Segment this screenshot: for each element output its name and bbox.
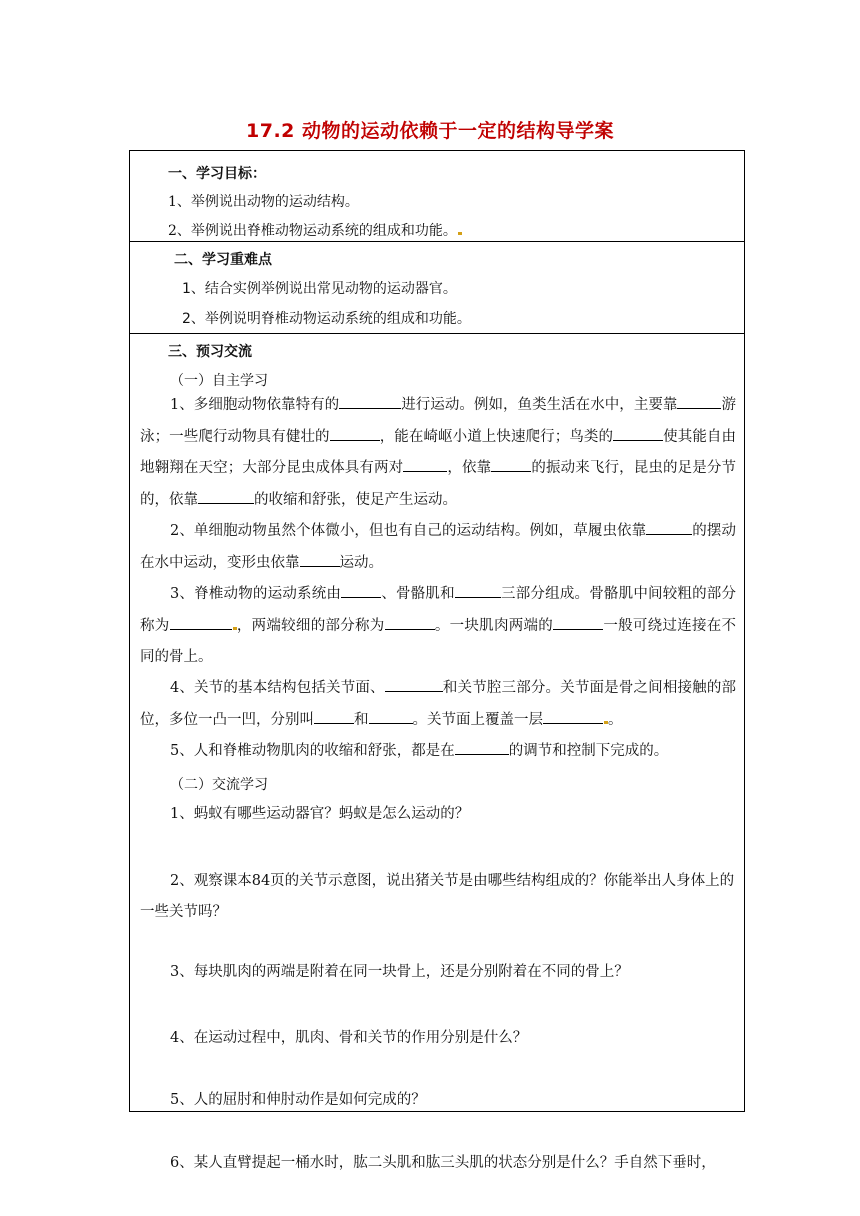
answer-blank[interactable]	[170, 615, 232, 630]
discussion-question: 2、观察课本84页的关节示意图，说出猪关节是由哪些结构组成的？你能举出人身体上的一些关节吗？	[140, 873, 735, 920]
answer-blank[interactable]	[385, 615, 435, 630]
fill-in-paragraph-1: 1、多细胞动物依靠特有的 进行运动。例如，鱼类生活在水中，主要靠 游泳；一些爬行动物具有健壮的 ，能在崎岖小道上快速爬行；鸟类的 使其能自由地翱翔在天空；大部分昆虫成体具有两对 ，依靠 的振动来飞行，昆虫的足是分节的，依靠 的收缩和舒张，使足产生运动。	[140, 390, 736, 516]
worksheet-table	[129, 150, 745, 1171]
key-points-section	[130, 241, 744, 334]
fill-in-paragraph-5: 5、人和脊椎动物肌肉的收缩和舒张，都是在 的调节和控制下完成的。	[140, 736, 736, 768]
goal-item: 2、举例说出脊椎动物运动系统的组成和功能。	[168, 220, 462, 240]
answer-blank[interactable]	[330, 426, 380, 441]
fill-in-paragraph-3: 3、脊椎动物的运动系统由 、骨骼肌和 三部分组成。骨骼肌中间较粗的部分称为 ，两端较细的部分称为 。一块肌肉两端的 一般可绕过连接在不同的骨上。	[140, 579, 736, 674]
answer-blank[interactable]	[198, 489, 254, 504]
answer-blank[interactable]	[339, 394, 401, 409]
page-title: 17.2 动物的运动依赖于一定的结构导学案	[246, 120, 614, 142]
key-point-item: 1、结合实例举例说出常见动物的运动器官。	[182, 281, 457, 297]
answer-blank[interactable]	[646, 520, 692, 535]
key-point-item: 2、举例说明脊椎动物运动系统的组成和功能。	[182, 311, 471, 327]
answer-blank[interactable]	[300, 552, 340, 567]
answer-blank[interactable]	[613, 426, 663, 441]
discussion-question: 3、每块肌肉的两端是附着在同一块骨上，还是分别附着在不同的骨上？	[170, 964, 629, 980]
goal-item: 1、举例说出动物的运动结构。	[168, 194, 359, 210]
discussion-question: 1、蚂蚁有哪些运动器官？蚂蚁是怎么运动的？	[170, 806, 470, 822]
mark-dot-icon	[458, 232, 462, 235]
discussion-question: 4、在运动过程中，肌肉、骨和关节的作用分别是什么？	[170, 1030, 528, 1046]
discussion-subheading: （二）交流学习	[170, 777, 268, 793]
answer-blank[interactable]	[491, 457, 531, 472]
fill-in-paragraph-2: 2、单细胞动物虽然个体微小，但也有自己的运动结构。例如，草履虫依靠 的摆动在水中运动，变形虫依靠 运动。	[140, 516, 736, 579]
preview-section	[130, 333, 744, 1171]
self-study-subheading: （一）自主学习	[170, 373, 268, 389]
fill-in-paragraph-4: 4、关节的基本结构包括关节面、 和关节腔三部分。关节面是骨之间相接触的部位，多位一凸一凹，分别叫 和 。关节面上覆盖一层 。	[140, 673, 736, 736]
answer-blank[interactable]	[341, 583, 381, 598]
learning-goals-section	[130, 151, 744, 242]
answer-blank[interactable]	[543, 709, 603, 724]
discussion-question: 6、某人直臂提起一桶水时，肱二头肌和肱三头肌的状态分别是什么？手自然下垂时，	[170, 1155, 716, 1171]
discussion-question: 5、人的屈肘和伸肘动作是如何完成的？	[170, 1092, 426, 1108]
answer-blank[interactable]	[455, 583, 501, 598]
answer-blank[interactable]	[385, 677, 443, 692]
answer-blank[interactable]	[314, 709, 354, 724]
answer-blank[interactable]	[553, 615, 603, 630]
answer-blank[interactable]	[455, 740, 509, 755]
key-points-heading: 二、学习重难点	[174, 252, 272, 268]
answer-blank[interactable]	[369, 709, 413, 724]
learning-goals-heading: 一、学习目标：	[168, 166, 266, 182]
answer-blank[interactable]	[677, 394, 721, 409]
answer-blank[interactable]	[403, 457, 447, 472]
preview-heading: 三、预习交流	[168, 344, 252, 360]
